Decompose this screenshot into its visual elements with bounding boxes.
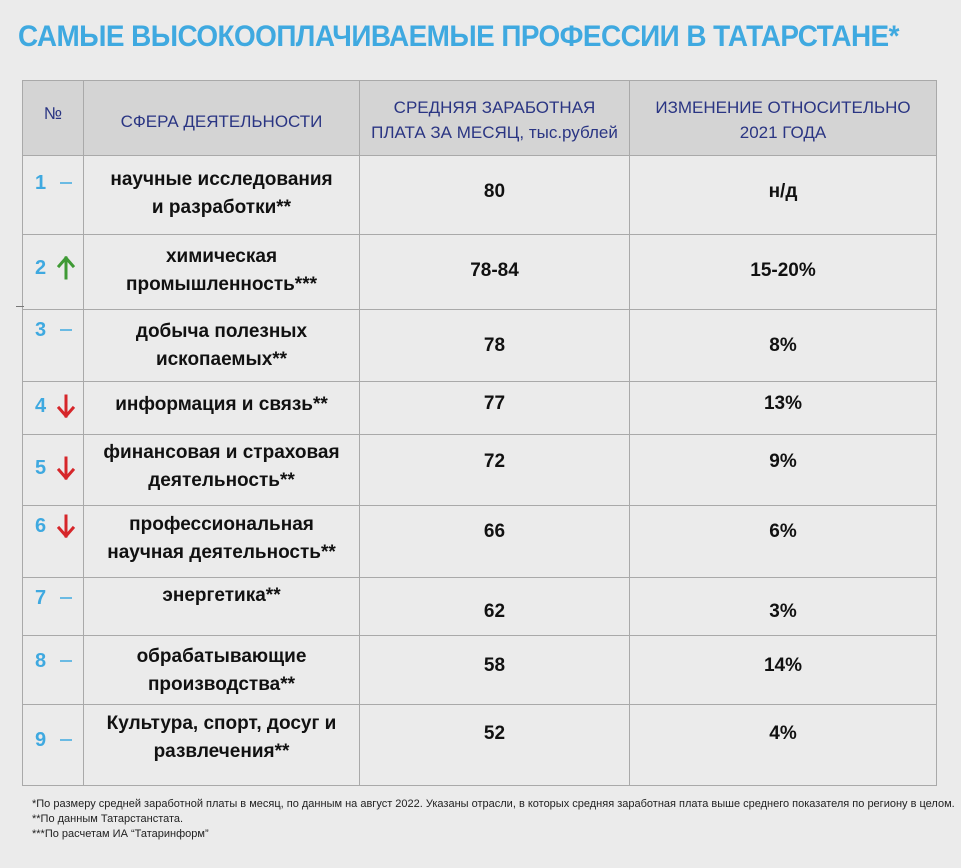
rank-number: 2	[35, 257, 47, 279]
sphere-line2: деятельность**	[148, 470, 295, 491]
dash-icon	[57, 649, 75, 673]
edge-tick-mark	[16, 306, 24, 307]
sphere-cell	[84, 578, 360, 636]
rank-number: 5	[35, 457, 47, 479]
sphere-line1: информация и связь**	[115, 394, 328, 415]
footnote-3: ***По расчетам ИА “Татаринформ”	[32, 828, 209, 840]
salary-cell	[360, 156, 630, 235]
salary-cell	[360, 705, 630, 786]
change-cell	[630, 310, 937, 382]
change-cell	[630, 705, 937, 786]
sphere-line1: научные исследования	[110, 169, 333, 190]
change-cell	[630, 578, 937, 636]
rank-number: 7	[35, 587, 47, 609]
salary-cell	[360, 506, 630, 578]
change-value: н/д	[768, 181, 798, 202]
salary-value: 62	[483, 601, 506, 622]
header-salary-line1: СРЕДНЯЯ ЗАРАБОТНАЯ	[393, 98, 596, 117]
sphere-line2: ископаемых**	[155, 349, 288, 370]
footnote-1: *По размеру средней заработной платы в месяц, по данным на август 2022. Указаны отрасли, в которых средняя заработная плата выше среднего показателя по региону в целом.	[32, 798, 955, 810]
arrow-up-icon	[57, 256, 75, 280]
sphere-cell	[84, 156, 360, 235]
sphere-line2: развлечения**	[153, 741, 290, 762]
change-value: 3%	[769, 601, 797, 622]
salary-value: 80	[483, 181, 506, 202]
sphere-line1: обрабатывающие	[136, 646, 307, 667]
table-row	[23, 578, 937, 636]
header-change-line1: ИЗМЕНЕНИЕ ОТНОСИТЕЛЬНО	[655, 98, 911, 117]
rank-number: 9	[35, 729, 47, 751]
salary-value: 58	[483, 655, 506, 676]
salary-table	[22, 80, 937, 786]
footnote-2: **По данным Татарстанстата.	[32, 813, 184, 825]
rank-number: 8	[35, 650, 47, 672]
change-cell	[630, 382, 937, 435]
dash-icon	[57, 171, 75, 195]
change-cell	[630, 506, 937, 578]
salary-value: 72	[483, 451, 506, 472]
rank-number: 6	[35, 515, 47, 537]
arrow-down-icon	[57, 514, 75, 538]
salary-cell	[360, 235, 630, 310]
change-cell	[630, 156, 937, 235]
rank-cell	[23, 382, 84, 435]
table-row	[23, 705, 937, 786]
dash-icon	[57, 318, 75, 342]
change-value: 14%	[763, 655, 803, 676]
sphere-line1: Культура, спорт, досуг и	[106, 713, 337, 734]
page-title: САМЫЕ ВЫСОКООПЛАЧИВАЕМЫЕ ПРОФЕССИИ В ТАТАРСТАНЕ*	[18, 20, 899, 53]
sphere-cell	[84, 382, 360, 435]
change-cell	[630, 235, 937, 310]
change-cell	[630, 636, 937, 705]
arrow-down-icon	[57, 394, 75, 418]
rank-cell	[23, 156, 84, 235]
table-header-row	[23, 81, 937, 156]
rank-number: 3	[35, 319, 47, 341]
dash-icon	[57, 586, 75, 610]
sphere-line1: профессиональная	[129, 514, 314, 535]
rank-cell	[23, 435, 84, 506]
sphere-line1: энергетика**	[162, 585, 281, 606]
rank-number: 1	[35, 172, 47, 194]
sphere-line2: и разработки**	[151, 197, 292, 218]
salary-value: 77	[483, 393, 506, 414]
table-row	[23, 435, 937, 506]
sphere-cell	[84, 636, 360, 705]
header-salary-line2: ПЛАТА ЗА МЕСЯЦ, тыс.рублей	[371, 123, 618, 142]
salary-value: 66	[483, 521, 506, 542]
change-value: 6%	[769, 521, 797, 542]
table-row	[23, 636, 937, 705]
rank-cell	[23, 310, 84, 382]
rank-cell	[23, 636, 84, 705]
header-change-line2: 2021 ГОДА	[739, 123, 827, 142]
table-row	[23, 310, 937, 382]
change-value: 15-20%	[750, 260, 816, 281]
dash-icon	[57, 728, 75, 752]
salary-value: 78-84	[470, 260, 519, 281]
salary-cell	[360, 435, 630, 506]
sphere-line2: научная деятельность**	[107, 542, 336, 563]
table-row	[23, 506, 937, 578]
salary-cell	[360, 382, 630, 435]
table-row	[23, 156, 937, 235]
sphere-line1: химическая	[165, 246, 278, 267]
sphere-cell	[84, 705, 360, 786]
sphere-line1: финансовая и страховая	[103, 442, 340, 463]
table-row	[23, 235, 937, 310]
change-value: 8%	[769, 335, 797, 356]
rank-cell	[23, 506, 84, 578]
footnotes	[32, 797, 955, 842]
rank-number: 4	[35, 395, 47, 417]
salary-cell	[360, 310, 630, 382]
header-sphere: СФЕРА ДЕЯТЕЛЬНОСТИ	[84, 81, 360, 156]
rank-cell	[23, 578, 84, 636]
sphere-line2: производства**	[147, 674, 296, 695]
header-change	[630, 81, 937, 156]
sphere-cell	[84, 310, 360, 382]
arrow-down-icon	[57, 456, 75, 480]
header-num: №	[23, 81, 84, 156]
salary-cell	[360, 578, 630, 636]
change-value: 13%	[763, 393, 803, 414]
table-row	[23, 382, 937, 435]
rank-cell	[23, 705, 84, 786]
sphere-cell	[84, 506, 360, 578]
sphere-cell	[84, 235, 360, 310]
change-value: 4%	[769, 723, 797, 744]
salary-value: 78	[483, 335, 506, 356]
rank-cell	[23, 235, 84, 310]
salary-cell	[360, 636, 630, 705]
sphere-line2: промышленность***	[126, 274, 317, 295]
header-salary	[360, 81, 630, 156]
sphere-cell	[84, 435, 360, 506]
salary-value: 52	[483, 723, 506, 744]
change-cell	[630, 435, 937, 506]
sphere-line1: добыча полезных	[135, 321, 308, 342]
change-value: 9%	[769, 451, 797, 472]
